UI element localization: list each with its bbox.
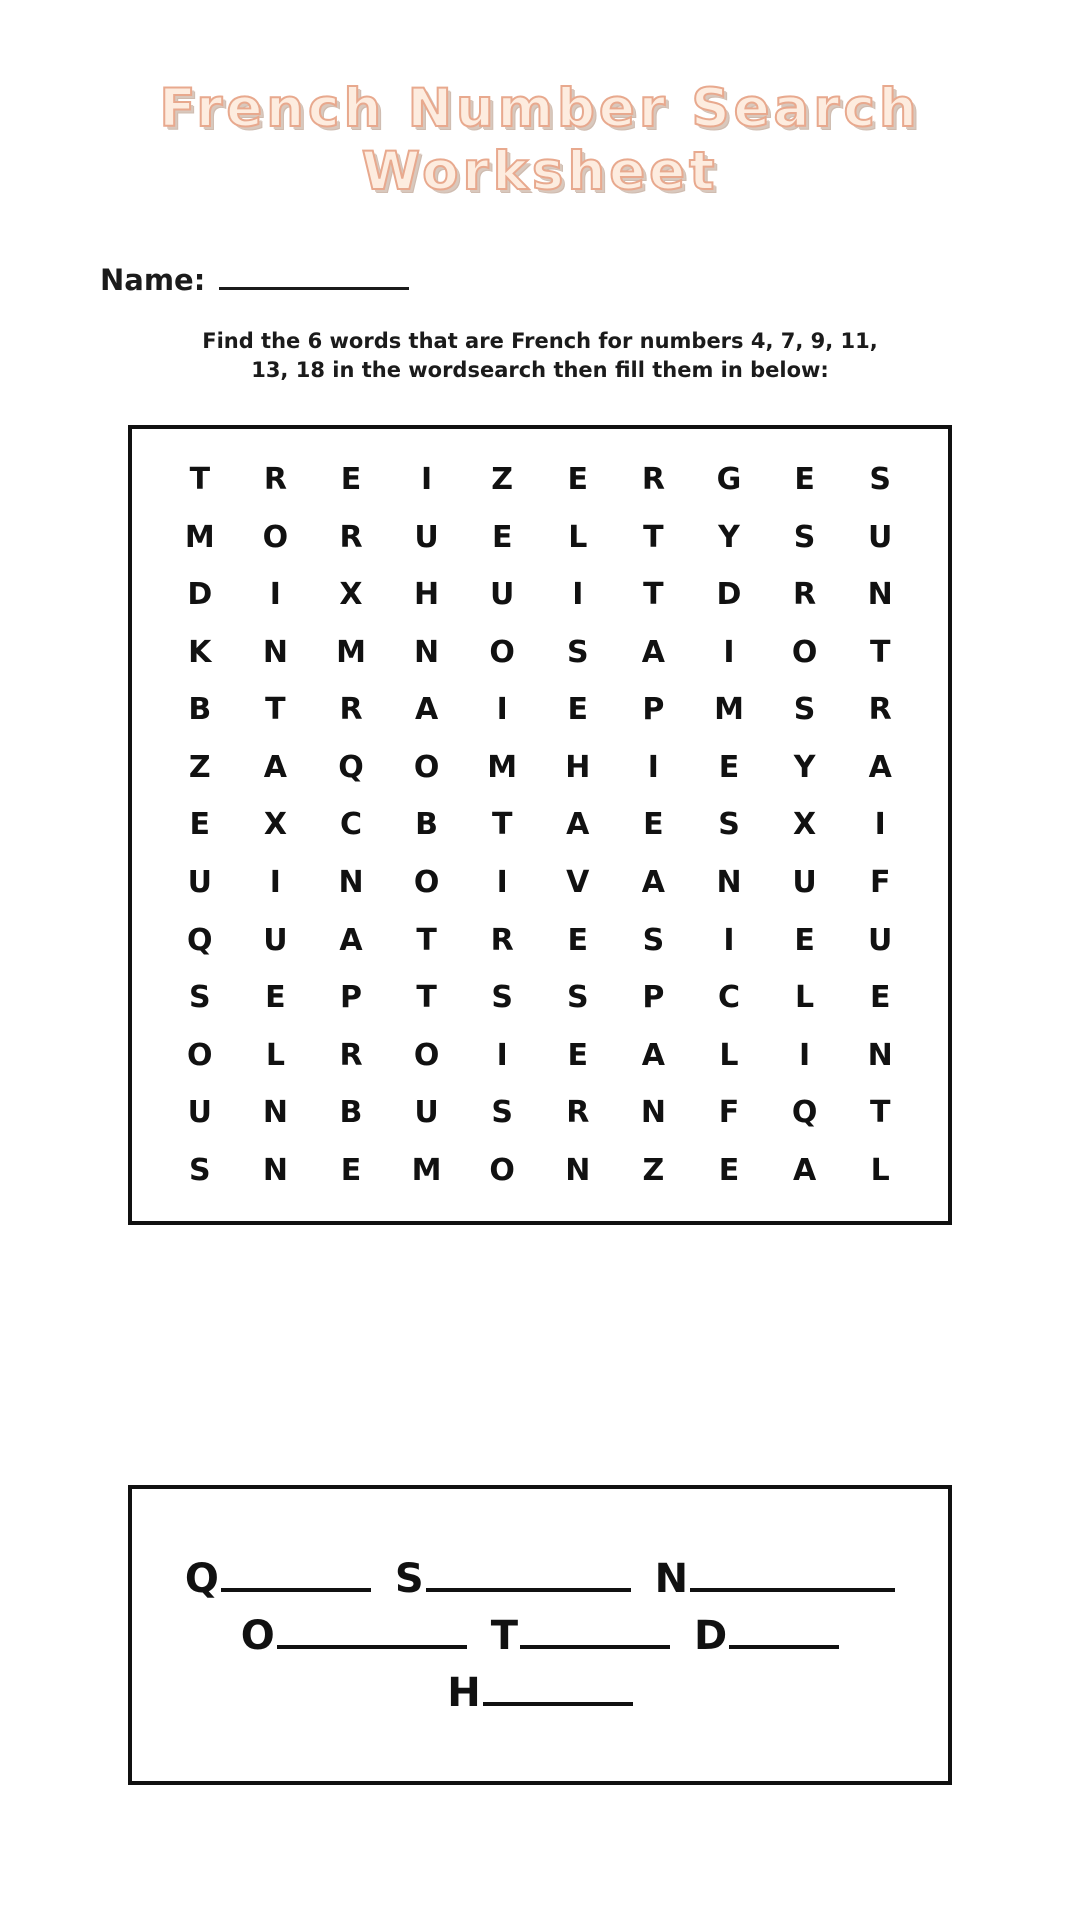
answer-start-letter: H bbox=[447, 1669, 481, 1716]
grid-cell[interactable]: I bbox=[572, 577, 584, 613]
grid-cell[interactable]: I bbox=[723, 634, 735, 670]
answer-start-letter: O bbox=[240, 1612, 275, 1659]
grid-cell[interactable]: Q bbox=[791, 1095, 818, 1131]
grid-cell[interactable]: N bbox=[262, 1152, 288, 1188]
answer-blank[interactable] bbox=[426, 1558, 631, 1592]
grid-cell[interactable]: E bbox=[567, 692, 589, 728]
grid-cell[interactable]: I bbox=[496, 692, 508, 728]
grid-cell[interactable]: I bbox=[496, 865, 508, 901]
answer-blank[interactable] bbox=[483, 1672, 633, 1706]
grid-cell[interactable]: H bbox=[565, 749, 591, 785]
grid-cell[interactable]: R bbox=[868, 692, 892, 728]
grid-cell[interactable]: B bbox=[339, 1095, 363, 1131]
grid-cell[interactable]: S bbox=[793, 519, 816, 555]
grid-cell[interactable]: D bbox=[187, 577, 213, 613]
instructions-text: Find the 6 words that are French for numbers 4, 7, 9, 11, 13, 18 in the wordsearch then fill them in below: bbox=[202, 329, 878, 383]
grid-cell[interactable]: A bbox=[641, 1037, 665, 1073]
grid-cell[interactable]: E bbox=[340, 462, 362, 498]
grid-cell[interactable]: N bbox=[867, 577, 893, 613]
answer-blank[interactable] bbox=[221, 1558, 371, 1592]
answer-item[interactable] bbox=[184, 1555, 371, 1602]
grid-cell[interactable]: S bbox=[188, 980, 211, 1016]
grid-cell[interactable]: A bbox=[339, 922, 363, 958]
answer-start-letter: T bbox=[490, 1612, 519, 1659]
grid-cell[interactable]: E bbox=[718, 749, 740, 785]
grid-cell[interactable]: H bbox=[414, 577, 440, 613]
grid-cell[interactable]: T bbox=[265, 692, 286, 728]
answer-item[interactable] bbox=[394, 1555, 631, 1602]
grid-cell[interactable]: O bbox=[413, 749, 440, 785]
grid-cell[interactable]: N bbox=[262, 1095, 288, 1131]
grid-cell[interactable]: L bbox=[265, 1037, 285, 1073]
grid-cell[interactable]: E bbox=[869, 980, 891, 1016]
name-input-blank[interactable] bbox=[219, 261, 409, 290]
grid-cell[interactable]: R bbox=[339, 1037, 363, 1073]
grid-cell[interactable]: E bbox=[567, 1037, 589, 1073]
grid-cell[interactable]: U bbox=[187, 865, 212, 901]
grid-cell[interactable]: A bbox=[641, 634, 665, 670]
answer-blank[interactable] bbox=[520, 1615, 670, 1649]
answer-row bbox=[158, 1669, 922, 1716]
answer-start-letter: S bbox=[394, 1555, 424, 1602]
grid-cell[interactable]: T bbox=[416, 922, 437, 958]
grid-cell[interactable]: A bbox=[263, 749, 287, 785]
grid-cell[interactable]: U bbox=[414, 519, 439, 555]
grid-cell[interactable]: U bbox=[868, 922, 893, 958]
grid-cell[interactable]: E bbox=[567, 462, 589, 498]
grid-cell[interactable]: T bbox=[416, 980, 437, 1016]
grid-cell[interactable]: R bbox=[566, 1095, 590, 1131]
grid-cell[interactable]: A bbox=[566, 807, 590, 843]
grid-cell[interactable]: N bbox=[640, 1095, 666, 1131]
grid-cell[interactable]: M bbox=[487, 749, 518, 785]
grid-cell[interactable]: R bbox=[339, 519, 363, 555]
grid-cell[interactable]: Q bbox=[338, 749, 364, 785]
grid-cell[interactable]: S bbox=[793, 692, 816, 728]
grid-cell[interactable]: U bbox=[187, 1095, 212, 1131]
grid-cell[interactable]: T bbox=[643, 577, 664, 613]
grid-cell[interactable]: U bbox=[414, 1095, 439, 1131]
grid-cell[interactable]: U bbox=[868, 519, 893, 555]
grid-cell[interactable]: I bbox=[723, 922, 735, 958]
grid-cell[interactable]: B bbox=[188, 692, 212, 728]
grid-cell[interactable]: D bbox=[716, 577, 742, 613]
grid-cell[interactable]: U bbox=[490, 577, 515, 613]
grid-cell[interactable]: C bbox=[339, 807, 362, 843]
grid-cell[interactable]: I bbox=[269, 577, 281, 613]
grid-cell[interactable]: I bbox=[874, 807, 886, 843]
grid-cell[interactable]: S bbox=[188, 1152, 211, 1188]
wordsearch-grid[interactable] bbox=[132, 429, 948, 1221]
grid-cell[interactable]: X bbox=[263, 807, 287, 843]
grid-cell[interactable]: T bbox=[189, 462, 211, 498]
grid-cell[interactable]: O bbox=[262, 519, 289, 555]
grid-cell[interactable]: M bbox=[336, 634, 366, 670]
grid-cell[interactable]: X bbox=[339, 577, 363, 613]
grid-cell[interactable]: P bbox=[642, 692, 665, 728]
grid-cell[interactable]: S bbox=[718, 807, 740, 843]
answer-item[interactable] bbox=[654, 1555, 895, 1602]
grid-cell[interactable]: E bbox=[491, 519, 513, 555]
grid-cell[interactable]: M bbox=[714, 692, 744, 728]
grid-cell[interactable]: N bbox=[565, 1152, 591, 1188]
grid-cell[interactable]: U bbox=[263, 922, 288, 958]
grid-cell[interactable]: N bbox=[414, 634, 440, 670]
grid-cell[interactable]: U bbox=[792, 865, 817, 901]
grid-cell[interactable]: K bbox=[188, 634, 212, 670]
title-line-2: Worksheet bbox=[361, 140, 719, 202]
grid-cell[interactable]: E bbox=[718, 1152, 740, 1188]
grid-cell[interactable]: N bbox=[867, 1037, 893, 1073]
grid-cell[interactable]: S bbox=[566, 634, 589, 670]
grid-cell[interactable]: E bbox=[567, 922, 589, 958]
grid-cell[interactable]: I bbox=[496, 1037, 508, 1073]
grid-cell[interactable]: Y bbox=[793, 749, 816, 785]
page-title bbox=[0, 0, 1080, 203]
grid-cell[interactable]: O bbox=[489, 1152, 515, 1188]
grid-cell[interactable]: P bbox=[642, 980, 665, 1016]
grid-cell[interactable]: V bbox=[566, 865, 590, 901]
grid-cell[interactable]: G bbox=[716, 462, 742, 498]
answer-blank[interactable] bbox=[690, 1558, 895, 1592]
answer-item[interactable] bbox=[240, 1612, 467, 1659]
answer-blank[interactable] bbox=[729, 1615, 839, 1649]
grid-cell[interactable]: N bbox=[338, 865, 364, 901]
grid-cell[interactable]: R bbox=[793, 577, 817, 613]
grid-cell[interactable]: E bbox=[340, 1152, 362, 1188]
grid-cell[interactable]: E bbox=[189, 807, 211, 843]
grid-cell[interactable]: O bbox=[413, 865, 440, 901]
answer-start-letter: N bbox=[654, 1555, 689, 1602]
grid-cell[interactable]: L bbox=[870, 1152, 890, 1188]
grid-cell[interactable]: S bbox=[566, 980, 589, 1016]
answer-row bbox=[158, 1612, 922, 1659]
grid-cell[interactable]: R bbox=[641, 462, 665, 498]
grid-cell[interactable]: I bbox=[647, 749, 659, 785]
grid-cell[interactable]: C bbox=[717, 980, 740, 1016]
grid-cell[interactable]: O bbox=[791, 634, 818, 670]
answer-item[interactable] bbox=[490, 1612, 670, 1659]
grid-cell[interactable]: M bbox=[411, 1152, 442, 1188]
answer-item[interactable] bbox=[694, 1612, 839, 1659]
grid-cell[interactable]: O bbox=[413, 1037, 440, 1073]
title-line-1: French Number Search bbox=[159, 78, 921, 139]
grid-cell[interactable]: I bbox=[269, 865, 281, 901]
grid-cell[interactable]: S bbox=[491, 980, 513, 1016]
answer-item[interactable] bbox=[447, 1669, 632, 1716]
grid-cell[interactable]: Q bbox=[187, 922, 213, 958]
grid-cell[interactable]: A bbox=[414, 692, 439, 728]
grid-cell[interactable]: A bbox=[641, 865, 665, 901]
grid-cell[interactable]: T bbox=[869, 634, 891, 670]
grid-cell[interactable]: F bbox=[718, 1095, 740, 1131]
grid-cell[interactable]: T bbox=[491, 807, 513, 843]
grid-cell[interactable]: N bbox=[716, 865, 742, 901]
answer-box bbox=[128, 1485, 952, 1785]
grid-cell[interactable]: P bbox=[339, 980, 362, 1016]
grid-cell[interactable]: O bbox=[187, 1037, 213, 1073]
grid-cell[interactable]: Z bbox=[188, 749, 211, 785]
name-label: Name: bbox=[100, 263, 206, 298]
grid-cell[interactable]: E bbox=[794, 922, 815, 958]
grid-cell[interactable]: S bbox=[491, 1095, 513, 1131]
grid-cell[interactable]: E bbox=[794, 462, 815, 498]
grid-cell[interactable]: E bbox=[643, 807, 664, 843]
grid-cell[interactable]: S bbox=[642, 922, 665, 958]
grid-cell[interactable]: I bbox=[421, 462, 433, 498]
grid-cell[interactable]: R bbox=[339, 692, 363, 728]
grid-cell[interactable]: L bbox=[568, 519, 588, 555]
grid-cell[interactable]: R bbox=[263, 462, 287, 498]
grid-cell[interactable]: B bbox=[415, 807, 439, 843]
grid-cell[interactable]: X bbox=[793, 807, 817, 843]
grid-cell[interactable]: E bbox=[265, 980, 286, 1016]
grid-cell[interactable]: T bbox=[643, 519, 664, 555]
answer-start-letter: Q bbox=[184, 1555, 219, 1602]
grid-cell[interactable]: Y bbox=[718, 519, 740, 555]
grid-cell[interactable]: A bbox=[792, 1152, 817, 1188]
grid-cell[interactable]: R bbox=[490, 922, 514, 958]
grid-cell[interactable]: S bbox=[869, 462, 891, 498]
grid-cell[interactable]: Z bbox=[642, 1152, 665, 1188]
wordsearch-grid-box bbox=[128, 425, 952, 1225]
grid-cell[interactable]: T bbox=[869, 1095, 891, 1131]
answer-start-letter: D bbox=[694, 1612, 728, 1659]
name-field bbox=[0, 261, 1080, 297]
grid-cell[interactable]: L bbox=[719, 1037, 739, 1073]
answer-blank[interactable] bbox=[277, 1615, 467, 1649]
grid-cell[interactable]: L bbox=[795, 980, 815, 1016]
grid-cell[interactable]: F bbox=[869, 865, 891, 901]
answer-row bbox=[158, 1555, 922, 1602]
grid-cell[interactable]: N bbox=[262, 634, 288, 670]
grid-cell[interactable]: Z bbox=[491, 462, 514, 498]
grid-cell[interactable]: M bbox=[184, 519, 215, 555]
grid-cell[interactable]: O bbox=[489, 634, 515, 670]
grid-cell[interactable]: A bbox=[868, 749, 892, 785]
grid-cell[interactable]: I bbox=[799, 1037, 811, 1073]
